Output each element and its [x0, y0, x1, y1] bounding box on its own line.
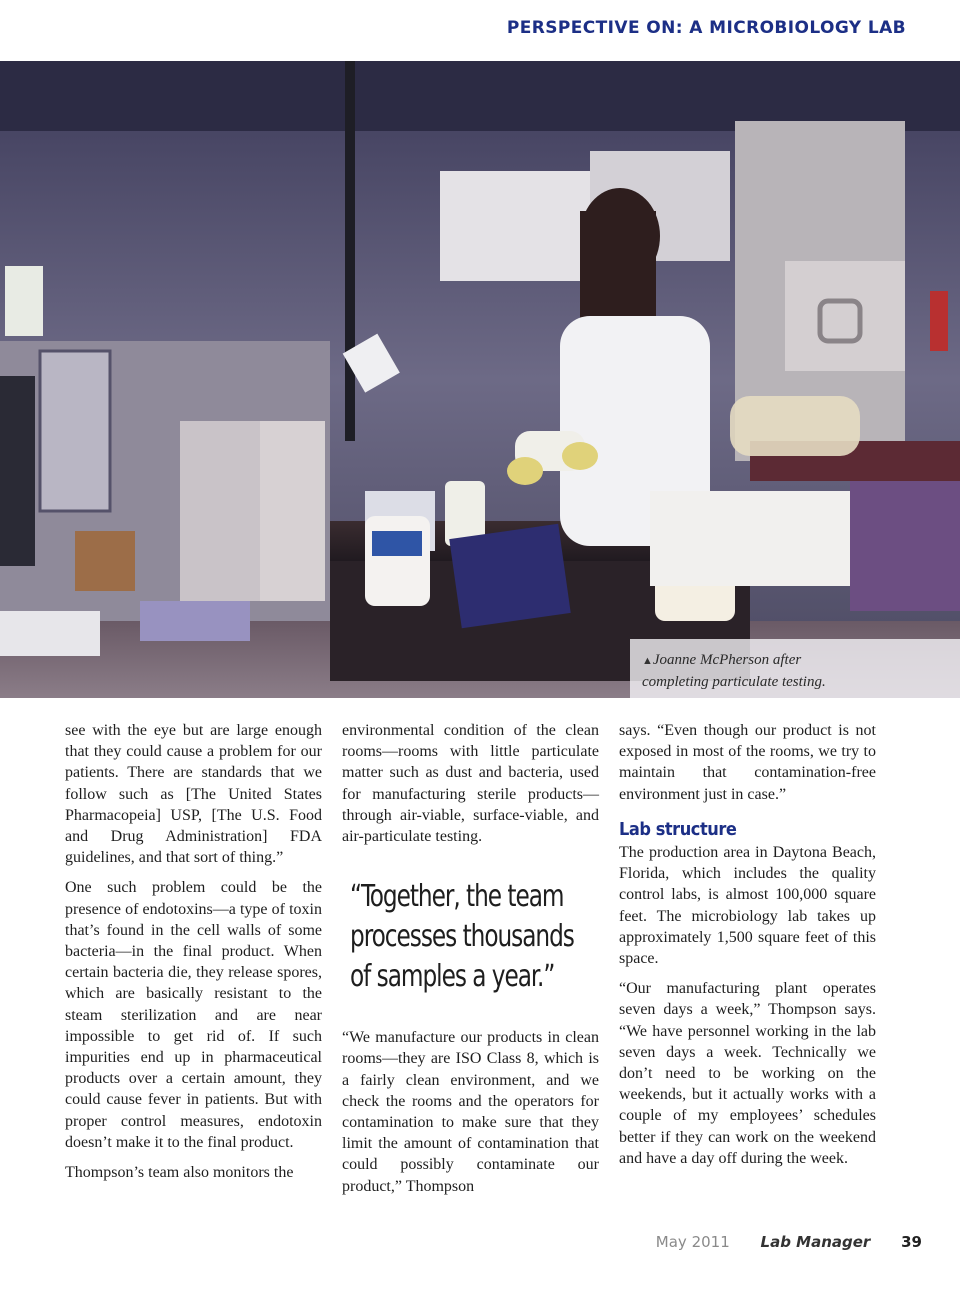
col2-paragraph-1: environmental condition of the clean rooms—rooms with little particulate matter such as dust and bacteria, used for manufacturing sterile products—through air-viable, surface-viable, and air-particulate testing. [342, 722, 599, 846]
page-number: 39 [901, 1233, 922, 1251]
caption-marker-icon: ▲ [642, 655, 653, 667]
lab-photo-illustration [0, 61, 960, 698]
col3-paragraph-2: The production area in Daytona Beach, Florida, which includes the quality control labs, is almost 100,000 square feet. The microbiology lab takes up approximately 1,500 square feet of this space. [619, 844, 876, 968]
caption-line-1: Joanne McPherson after [652, 652, 802, 668]
col1-paragraph-3: Thompson’s team also monitors the [65, 1164, 294, 1182]
footer-magazine: Lab Manager [760, 1233, 871, 1251]
col1-paragraph-2: One such problem could be the presence of endotoxins—a type of toxin that’s found in the cell walls of some bacteria—in the final product. When certain bacteria die, they release spores, which are basically resistant to the steam sterilization and are near impossible to get rid of. If such impurities end up in pharmaceutical products over a certain amount, they could cause fever in patients. But with proper control measures, endotoxin doesn’t make it to the final product. [65, 879, 322, 1151]
photo-caption [642, 650, 842, 693]
col1-paragraph-1: see with the eye but are large enough that they could cause a problem for our patients. There are standards that we follow such as [The United States Pharmacopeia] USP, [The U.S. Food and Drug Administration] FDA guidelines, and that sort of thing.” [65, 722, 322, 867]
page-footer [656, 1233, 922, 1251]
col3-paragraph-3: “Our manufacturing plant operates seven days a week,” Thompson says. “We have personnel working in the lab seven days a week. Technically we don’t need to be working on the weekends, but it actually works with a couple of my employees’ schedules better if they can work on the weekend and have a day off during the week. [619, 980, 876, 1167]
col3-paragraph-1: says. “Even though our product is not exposed in most of the rooms, we try to maintain that contamination-free environment just in case.” [619, 722, 876, 803]
column-1 [65, 720, 322, 1192]
running-head: PERSPECTIVE ON: A MICROBIOLOGY LAB [506, 18, 906, 38]
column-2 [342, 720, 599, 1206]
pull-quote: “Together, the team processes thousands of samples a year.” [350, 879, 574, 995]
caption-line-2: completing particulate testing. [642, 674, 826, 690]
col2-paragraph-2: “We manufacture our products in clean rooms—they are ISO Class 8, which is a fairly clean environment, and we check the rooms and the operators for contamination to make sure that they limit the amount of contamination that could possibly contaminate our product,” Thompson [342, 1029, 599, 1195]
footer-date: May 2011 [655, 1233, 730, 1251]
section-heading: Lab structure [619, 818, 737, 840]
lab-photo [0, 61, 960, 698]
column-3 [619, 720, 876, 1178]
